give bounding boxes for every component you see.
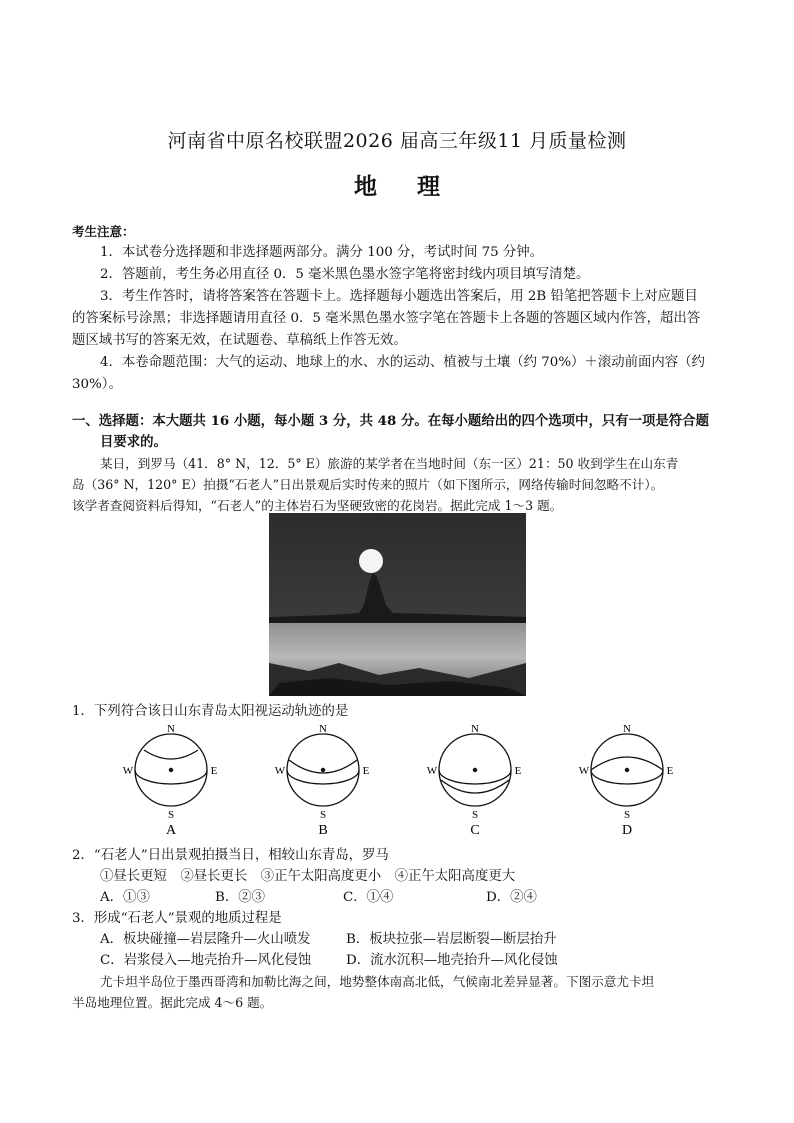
q2-option-c[interactable]: C．①④ [343, 890, 394, 905]
option-b-label: B [318, 823, 328, 838]
option-a-label: A [165, 823, 177, 838]
q2-option-b[interactable]: B．②③ [215, 890, 266, 905]
compass-w: W [426, 765, 438, 777]
subject-title: 地理 [354, 173, 480, 200]
notice-item-2: 2．答题前，考生务必用直径 0．5 毫米黑色墨水签字笔将密封线内项目填写清楚。 [100, 267, 590, 282]
compass-e: E [362, 765, 370, 777]
compass-w: W [578, 765, 590, 777]
compass-w: W [122, 765, 134, 777]
compass-e: E [666, 765, 674, 777]
compass-s: S [623, 809, 631, 821]
option-d-label: D [621, 823, 633, 838]
q2-statements: ①昼长更短 ②昼长更长 ③正午太阳高度更小 ④正午太阳高度更大 [100, 869, 516, 884]
notice-item-4-cont: 30%）。 [72, 377, 122, 392]
notice-item-3-cont: 的答案标号涂黑；非选择题请用直径 0．5 毫米黑色墨水签字笔在答题卡上各题的答题区域内作答，超出答 [72, 311, 701, 326]
q3-option-a[interactable]: A．板块碰撞—岩层隆升—火山喷发 [100, 932, 311, 947]
notice-item-1: 1．本试卷分选择题和非选择题两部分。满分 100 分，考试时间 75 分钟。 [100, 245, 544, 260]
section-heading: 一、选择题：本大题共 16 小题，每小题 3 分，共 48 分。在每小题给出的四个选项中，只有一项是符合题 [72, 413, 709, 429]
notice-heading: 考生注意： [72, 224, 135, 239]
compass-n: N [623, 723, 631, 735]
diagram-c[interactable] [427, 723, 522, 838]
section-heading-cont: 目要求的。 [100, 434, 167, 450]
compass-e: E [514, 765, 522, 777]
q3-option-d[interactable]: D．流水沉积—地壳抬升—风化侵蚀 [346, 953, 558, 968]
q1-stem: 1．下列符合该日山东青岛太阳视运动轨迹的是 [72, 704, 349, 719]
intro1-line1: 某日，到罗马（41．8° N，12．5° E）旅游的某学者在当地时间（东一区）21：50 收到学生在山东青 [100, 456, 679, 471]
notice-item-3: 3．考生作答时，请将答案答在答题卡上。选择题每小题选出答案后，用 2B 铅笔把答题卡上对应题目 [100, 289, 698, 304]
compass-s: S [319, 809, 327, 821]
q3-option-c[interactable]: C．岩浆侵入—地壳抬升—风化侵蚀 [100, 953, 312, 968]
compass-n: N [167, 723, 175, 735]
compass-e: E [210, 765, 218, 777]
intro1-line2: 岛（36° N，120° E）拍摄“石老人”日出景观后实时传来的照片（如下图所示，网络传输时间忽略不计）。 [72, 477, 664, 492]
q3-option-b[interactable]: B．板块拉张—岩层断裂—断层抬升 [346, 932, 557, 947]
q3-stem: 3．形成“石老人”景观的地质过程是 [72, 911, 282, 926]
sun-path-diagrams [120, 722, 680, 842]
shilaoren-sunrise-photo [269, 513, 526, 696]
q2-option-a[interactable]: A．①③ [100, 890, 150, 905]
compass-n: N [319, 723, 327, 735]
diagram-a[interactable] [123, 723, 218, 838]
option-c-label: C [470, 823, 480, 838]
q2-option-d[interactable]: D．②④ [486, 890, 537, 905]
compass-w: W [274, 765, 286, 777]
q2-stem: 2．“石老人”日出景观拍摄当日，相较山东青岛，罗马 [72, 848, 389, 863]
intro2-line1: 尤卡坦半岛位于墨西哥湾和加勒比海之间，地势整体南高北低，气候南北差异显著。下图示意尤卡坦 [100, 974, 655, 989]
diagram-d[interactable] [579, 723, 674, 838]
exam-title: 河南省中原名校联盟2026 届高三年级11 月质量检测 [167, 130, 627, 152]
compass-n: N [471, 723, 479, 735]
intro2-line2: 半岛地理位置。据此完成 4～6 题。 [72, 995, 273, 1010]
compass-s: S [167, 809, 175, 821]
diagram-b[interactable] [275, 723, 370, 838]
notice-item-3-cont2: 题区域书写的答案无效，在试题卷、草稿纸上作答无效。 [72, 333, 407, 348]
notice-item-4: 4．本卷命题范围：大气的运动、地球上的水、水的运动、植被与土壤（约 70%）＋滚动前面内容（约 [100, 355, 705, 370]
compass-s: S [471, 809, 479, 821]
intro1-line3: 该学者查阅资料后得知，“石老人”的主体岩石为坚硬致密的花岗岩。据此完成 1～3 题。 [72, 498, 563, 513]
